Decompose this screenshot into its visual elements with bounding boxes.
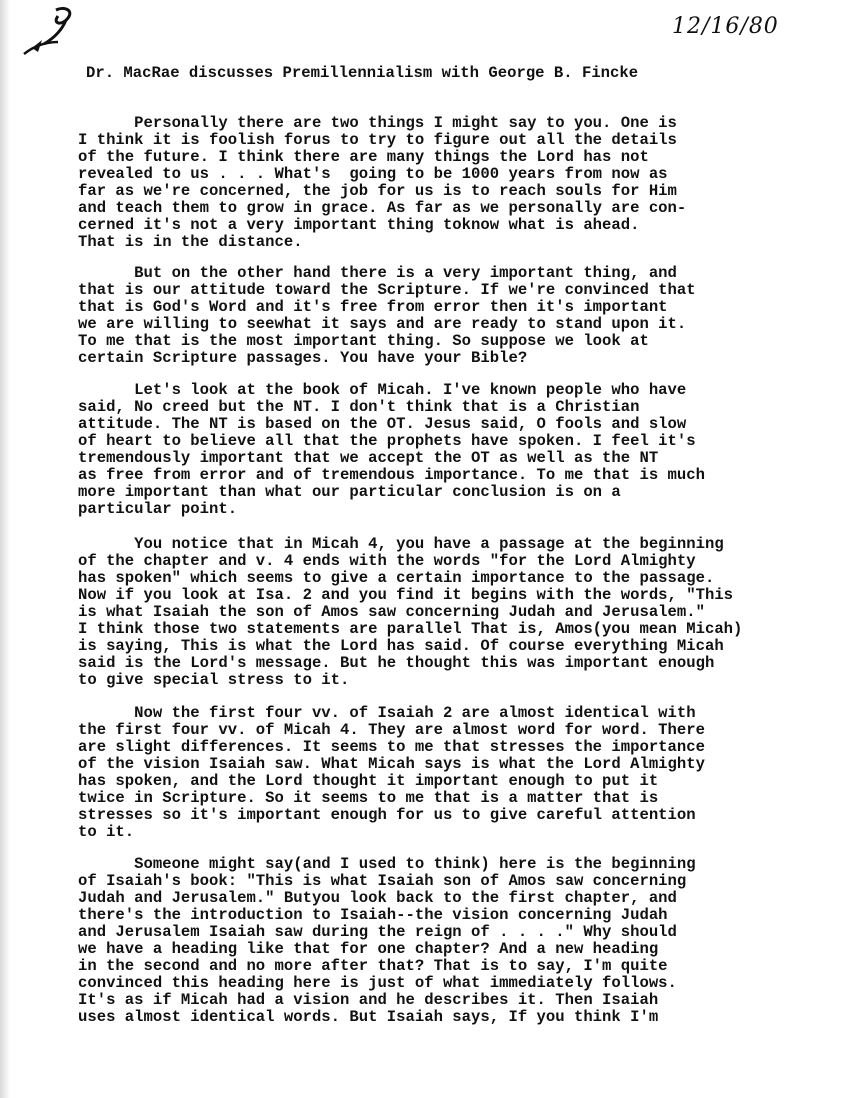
text-line: we have a heading like that for one chapter? And a new heading <box>78 940 659 958</box>
text-line: far as we're concerned, the job for us is to reach souls for Him <box>78 182 677 200</box>
text-line: But on the other hand there is a very important thing, and <box>78 264 677 282</box>
ink-scribble-icon <box>18 4 88 64</box>
text-line: there's the introduction to Isaiah--the vision concerning Judah <box>78 906 668 924</box>
text-line: Personally there are two things I might say to you. One is <box>78 114 677 132</box>
text-line: It's as if Micah had a vision and he describes it. Then Isaiah <box>78 991 659 1009</box>
text-line: said, No creed but the NT. I don't think that is a Christian <box>78 398 640 416</box>
text-line: revealed to us . . . What's going to be 1000 years from now as <box>78 165 668 183</box>
text-line: Judah and Jerusalem." Butyou look back to the first chapter, and <box>78 889 677 907</box>
text-line: Let's look at the book of Micah. I've known people who have <box>78 381 687 399</box>
text-line: in the second and no more after that? That is to say, I'm quite <box>78 957 668 975</box>
scan-edge-shadow <box>0 0 10 1098</box>
text-line: has spoken, and the Lord thought it important enough to put it <box>78 772 659 790</box>
text-line: stresses so it's important enough for us to give careful attention <box>78 806 696 824</box>
handwritten-date: 12/16/80 <box>672 14 779 39</box>
text-line: has spoken" which seems to give a certain importance to the passage. <box>78 569 715 587</box>
text-line: Now the first four vv. of Isaiah 2 are almost identical with <box>78 704 696 722</box>
text-line: is saying, This is what the Lord has said. Of course everything Micah <box>78 637 724 655</box>
text-line: are slight differences. It seems to me that stresses the importance <box>78 738 705 756</box>
text-line: of the vision Isaiah saw. What Micah says is what the Lord Almighty <box>78 755 705 773</box>
text-line: tremendously important that we accept the OT as well as the NT <box>78 449 659 467</box>
text-line: Now if you look at Isa. 2 and you find it begins with the words, "This <box>78 586 734 604</box>
text-line: and teach them to grow in grace. As far as we personally are con- <box>78 199 687 217</box>
text-line: particular point. <box>78 500 238 518</box>
text-line: more important than what our particular conclusion is on a <box>78 483 621 501</box>
text-line: and Jerusalem Isaiah saw during the reign of . . . ." Why should <box>78 923 677 941</box>
text-line: I think it is foolish forus to try to figure out all the details <box>78 131 677 149</box>
text-line: uses almost identical words. But Isaiah says, If you think I'm <box>78 1008 659 1026</box>
text-line: twice in Scripture. So it seems to me that is a matter that is <box>78 789 659 807</box>
text-line: attitude. The NT is based on the OT. Jesus said, O fools and slow <box>78 415 687 433</box>
text-line: to it. <box>78 823 135 841</box>
text-line: of the chapter and v. 4 ends with the words "for the Lord Almighty <box>78 552 696 570</box>
text-line: convinced this heading here is just of what immediately follows. <box>78 974 677 992</box>
text-line: of the future. I think there are many things the Lord has not <box>78 148 649 166</box>
text-line: the first four vv. of Micah 4. They are almost word for word. There <box>78 721 705 739</box>
text-line: To me that is the most important thing. So suppose we look at <box>78 332 649 350</box>
text-line: that is God's Word and it's free from error then it's important <box>78 298 668 316</box>
text-line: You notice that in Micah 4, you have a passage at the beginning <box>78 535 724 553</box>
text-line: of heart to believe all that the prophets have spoken. I feel it's <box>78 432 696 450</box>
text-line: to give special stress to it. <box>78 671 350 689</box>
text-line: as free from error and of tremendous importance. To me that is much <box>78 466 705 484</box>
text-line: certain Scripture passages. You have your Bible? <box>78 349 528 367</box>
text-line: of Isaiah's book: "This is what Isaiah son of Amos saw concerning <box>78 872 687 890</box>
text-line: said is the Lord's message. But he thought this was important enough <box>78 654 715 672</box>
text-line: Someone might say(and I used to think) here is the beginning <box>78 855 696 873</box>
text-line: we are willing to seewhat it says and are ready to stand upon it. <box>78 315 687 333</box>
text-line: that is our attitude toward the Scripture. If we're convinced that <box>78 281 696 299</box>
text-line: cerned it's not a very important thing toknow what is ahead. <box>78 216 640 234</box>
text-line: is what Isaiah the son of Amos saw concerning Judah and Jerusalem." <box>78 603 705 621</box>
text-line: I think those two statements are parallel That is, Amos(you mean Micah) <box>78 620 743 638</box>
text-line: That is in the distance. <box>78 233 303 251</box>
document-title: Dr. MacRae discusses Premillennialism with George B. Fincke <box>86 64 639 82</box>
